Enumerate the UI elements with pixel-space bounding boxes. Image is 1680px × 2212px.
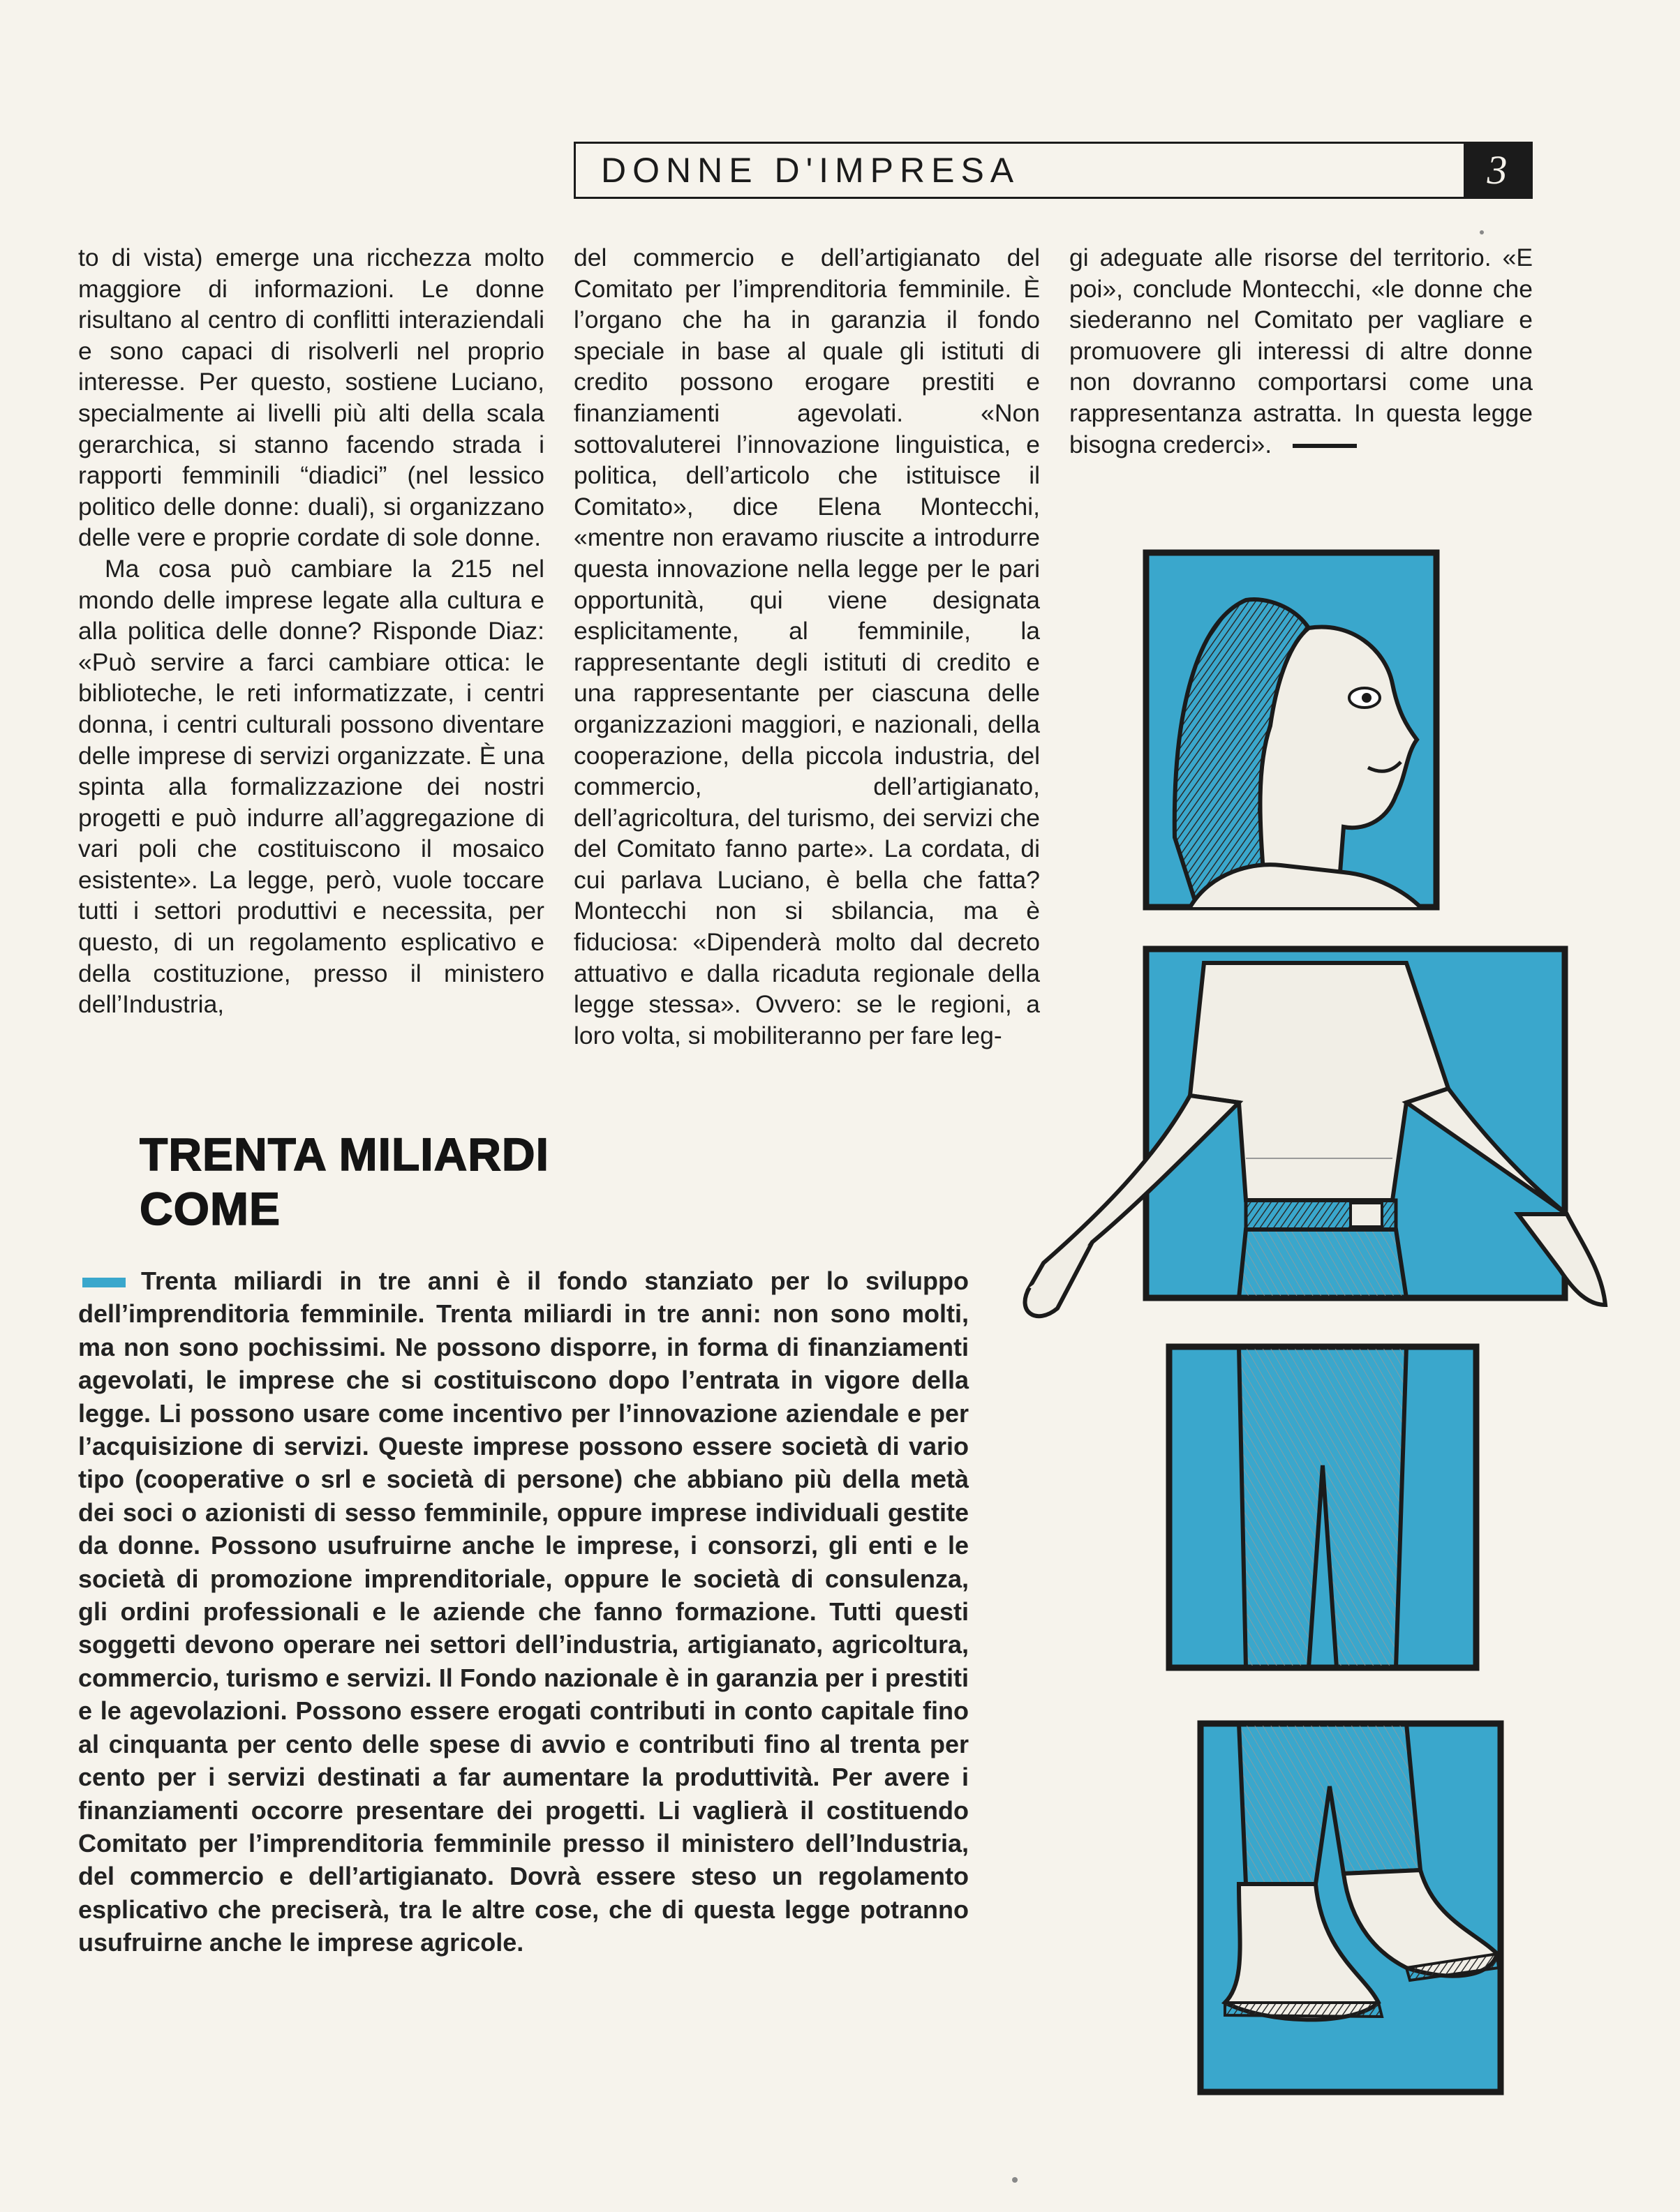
paragraph: Ma cosa può cambiare la 215 nel mondo delle imprese legate alla cultura e alla politica delle donne? Risponde Diaz: «Può servire a farci cambiare ottica: le biblioteche, le reti informatizzate, i centri donna, i centri culturali possono diventare delle imprese di servizi organizzate. È una spinta alla formalizzazione dei nostri progetti e può indurre all’aggregazione di vari poli che costituiscono il mosaico esistente». La legge, però, vuole toccare tutti i settori produttivi e necessita, per questo, di un regolamento esplicativo e della costituzione, presso il ministero dell’Industria, [78,554,544,1019]
end-of-article-rule [1293,444,1357,448]
section-header [574,142,1533,199]
section-label: DONNE D'IMPRESA [601,151,1020,190]
paragraph-text: gi adeguate alle risorse del territorio. «E poi», conclude Montecchi, «le donne che siederanno nel Comitato per vagliare e promuovere gli interessi di altre donne non dovranno comportarsi come una rappresentanza astratta. In questa legge bisogna crederci». [1069,244,1533,458]
text-column-3 [1069,242,1533,460]
paragraph [1069,242,1533,460]
text-column-2 [574,242,1040,1051]
panel-torso [1029,949,1567,1298]
paper-speck [1480,230,1484,234]
headline-line-2: COME [140,1183,281,1234]
paper-speck [1012,2177,1018,2183]
page-number: 3 [1464,144,1531,197]
panel-legs [1169,1347,1476,1668]
paragraph: del commercio e dell’artigianato del Comitato per l’imprenditoria femminile. È l’organo che ha in garanzia il fondo speciale in base al quale gli istituti di credito possono erogare prestiti e finanziamenti agevolati. «Non sottovaluterei l’innovazione linguistica, e politica, dell’articolo che istituisce il Comitato», dice Elena Montecchi, «mentre non eravamo riuscite a introdurre questa innovazione nella legge per le pari opportunità, qui viene designata esplicitamente, al femminile, la rappresentante degli istituti di credito e una rappresentante per ciascuna delle organizzazioni maggiori, e nazionali, della cooperazione, della piccola industria, del commercio, dell’artigianato, dell’agricoltura, del turismo, dei servizi che del Comitato fanno parte». La cordata, di cui parlava Luciano, è bella che fatta? Montecchi non si sbilancia, ma è fiduciosa: «Dipenderà molto dal decreto attuativo e dalla ricaduta regionale della legge stessa». Ovvero: se le regioni, a loro volta, si mobiliteranno per fare leg- [574,244,1040,1049]
text-column-1 [78,242,544,1020]
panel-head [1146,553,1436,907]
box-paragraph: Trenta miliardi in tre anni è il fondo stanziato per lo sviluppo dell’imprenditoria femminile. Trenta miliardi in tre anni: non sono molti, ma non sono pochissimi. Ne possono disporre, in forma di finanziamenti agevolati, le imprese che si costituiscono dopo l’entrata in vigore della legge. Li possono usare come incentivo per l’innovazione aziendale e per l’acquisizione di servizi. Queste imprese possono essere società di vario tipo (cooperative o srl e società di persone) che abbiano più della metà dei soci o azionisti di sesso femminile, oppure imprese individuali gestite da donne. Possono usufruirne anche le imprese, i consorzi, gli enti e le società di promozione imprenditoriale, oppure le società di consulenza, gli ordini professionali e le aziende che fanno formazione. Tutti questi soggetti devono operare nei settori dell’industria, artigianato, agricoltura, commercio, turismo e servizi. Il Fondo nazionale è in garanzia per i prestiti e le agevolazioni. Possono essere erogati contributi in conto capitale fino al cinquanta per cento delle spese di avvio e contributi fino al trenta per cento per i servizi destinati a far aumentare la produttività. Per avere i finanziamenti occorre presentare dei progetti. Li vaglierà il costituendo Comitato per l’imprenditoria femminile presso il ministero dell’Industria, del commercio e dell’artigianato. Dovrà essere steso un regolamento esplicativo che preciserà, tra le altre cose, che di questa legge potranno usufruirne anche le imprese agricole. [78,1266,969,1957]
box-headline [140,1127,670,1236]
woman-in-panels-illustration [1016,544,1609,2100]
paragraph: to di vista) emerge una ricchezza molto maggiore di informazioni. Le donne risultano al centro di conflitti interaziendali e sono capaci di risolverli nel proprio interesse. Per questo, sostiene Luciano, specialmente ai livelli più alti della scala gerarchica, si stanno facendo strada i rapporti femminili “diadici” (nel lessico politico delle donne: duali), si organizzano delle vere e proprie cordate di sole donne. [78,244,544,552]
panel-feet [1200,1724,1501,2092]
box-body [78,1264,969,1959]
headline-line-1: TRENTA MILIARDI [140,1128,549,1180]
